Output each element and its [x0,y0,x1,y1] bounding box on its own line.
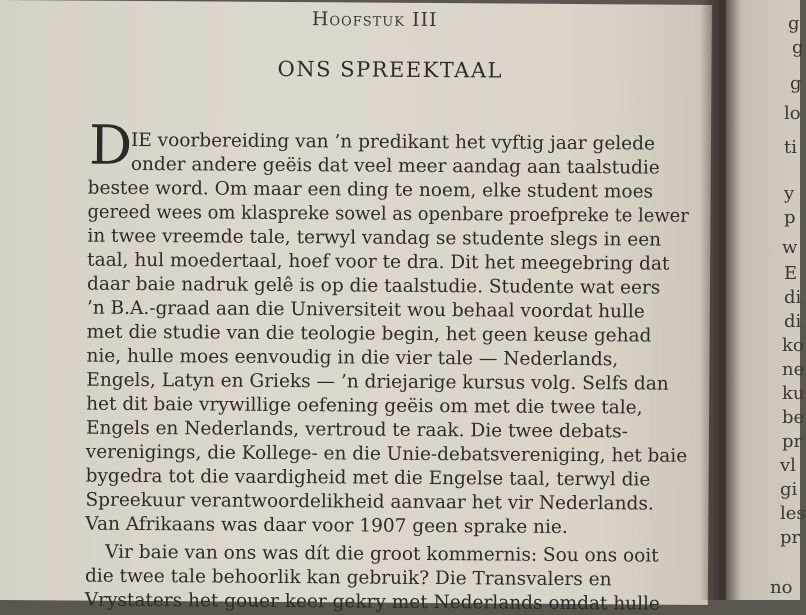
facing-page-fragment: g [792,37,804,58]
text-line: Van Afrikaans was daar voor 1907 geen sprake nie. [85,513,568,538]
facing-page-fragment: vl [780,455,796,476]
text-line: daar baie nadruk gelê is op die taalstudie. Studente wat eers [86,273,661,299]
drop-cap: D [88,113,133,177]
facing-page-fragment: g [788,13,800,34]
chapter-heading: Hoofstuk III [311,8,438,32]
text-line: Vrystaters het gouer keer gekry met Nederlands omdat hulle [84,589,660,615]
text-line: ’n B.A.-graad aan die Universiteit wou behaal voordat hulle [86,297,645,323]
facing-page-fragment: E [784,263,798,284]
chapter-title: ONS SPREEKTAAL [277,56,504,83]
text-line: IE voorbereiding van ’n predikant het vyftig jaar gelede [130,129,656,155]
text-line: nie, hulle moes eenvoudig in die vier tale — Nederlands, [86,345,619,371]
text-line: taal, hul moedertaal, hoef voor te dra. Dit het meegebring dat [87,249,670,275]
text-line: met die studie van die teologie begin, het geen keuse gehad [86,321,652,347]
text-line: bestee word. Om maar een ding te noem, elke student moes [87,177,654,203]
facing-page-fragment: no [770,577,793,598]
facing-page-fragment: di [784,287,802,308]
facing-page-fragment: gi [780,479,798,500]
text-line: Engels en Nederlands, vertroud te raak. Die twee debats- [85,417,628,443]
text-line: die twee tale behoorlik kan gebruik? Die Transvalers en [84,565,612,591]
facing-page-fragment: y [784,183,795,204]
facing-page-fragment: di [784,311,802,332]
facing-page-fragment: pr [782,431,803,452]
facing-page-fragment: be [782,407,805,428]
facing-page-fragment: ti [784,137,797,158]
text-line: Vir baie van ons was dít die groot kommernis: Sou ons ooit [105,541,659,567]
facing-page-fragment: les [780,503,806,524]
facing-page-fragment: pr [780,527,801,548]
text-line: verenigings, die Kollege- en die Unie-debatsvereniging, het baie [85,441,688,467]
facing-page-fragment: w [782,237,798,258]
text-line: het dit baie vrywillige oefening geëis om met die twee tale, [86,393,643,419]
book-gutter [700,0,740,600]
text-line: bygedra tot die vaardigheid met die Engelse taal, terwyl die [85,465,651,491]
text-line: onder andere geëis dat veel meer aandag aan taalstudie [130,153,660,179]
facing-page-fragment: p [784,207,796,228]
facing-page-fragment: ko [782,335,804,356]
facing-page-fragment: ne [782,359,805,380]
facing-page-fragment: ku [782,383,805,404]
text-line: gereed wees om klaspreke sowel as openbare proefpreke te lewer [87,201,689,227]
facing-page-fragment: lo [784,103,801,124]
text-line: Spreekuur verantwoordelikheid aanvaar het vir Nederlands. [85,489,654,515]
text-line: Engels, Latyn en Grieks — ’n driejarige kursus volg. Selfs dan [86,369,669,395]
facing-page-fragment: g [790,73,802,94]
text-line: in twee vreemde tale, terwyl vandag se studente slegs in een [87,225,662,251]
